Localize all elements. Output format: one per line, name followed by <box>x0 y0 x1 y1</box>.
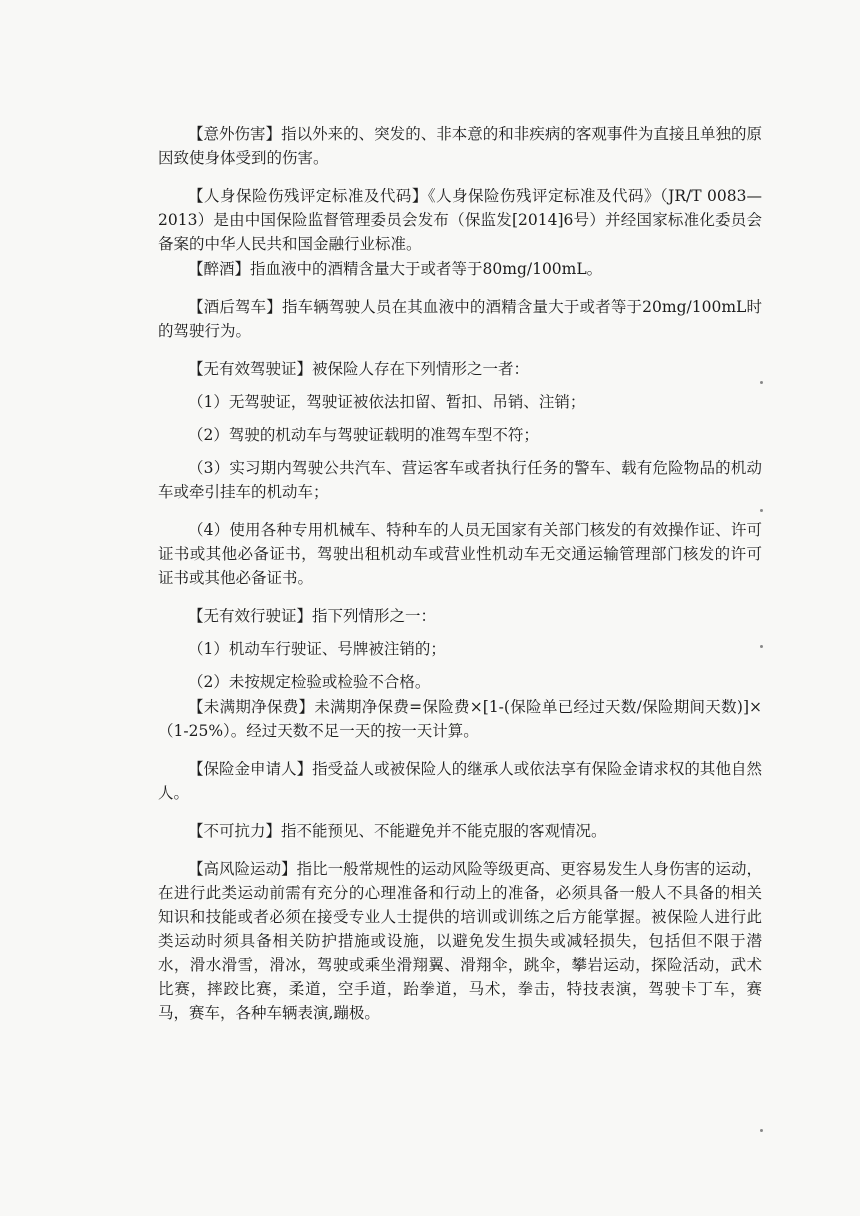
definition-accidental-injury <box>158 122 762 170</box>
definition-drunk <box>158 257 762 281</box>
scan-speck <box>760 645 763 648</box>
definition-term: 【保险金申请人】 <box>188 760 313 778</box>
definition-text: 指以外来的、突发的、非本意的和非疾病的客观事件为直接且单独的原因致使身体受到的伤害。 <box>158 125 762 167</box>
definition-term: 【无有效行驶证】 <box>188 607 313 625</box>
scan-speck <box>760 1129 763 1132</box>
definition-text: 指血液中的酒精含量大于或者等于80mg/100mL。 <box>250 260 603 278</box>
definition-text: 未满期净保费=保险费×[1-(保险单已经过天数/保险期间天数)]×（1-25%）。经过天数不足一天的按一天计算。 <box>158 698 762 740</box>
list-item-text: （3）实习期内驾驶公共汽车、营运客车或者执行任务的警车、载有危险物品的机动车或牵引挂车的机动车； <box>158 459 762 501</box>
definition-term: 【醉酒】 <box>188 260 251 278</box>
definition-high-risk-sports <box>158 857 762 1025</box>
list-item <box>158 423 762 447</box>
definition-term: 【意外伤害】 <box>188 125 282 143</box>
definition-text: 指比一般常规性的运动风险等级更高、更容易发生人身伤害的运动，在进行此类运动前需有充分的心理准备和行动上的准备，必须具备一般人不具备的相关知识和技能或者必须在接受专业人士提供的培训或训练之后方能掌握。被保险人进行此类运动时须具备相关防护措施或设施，以避免发生损失或减轻损失，包括但不限于潜水，滑水滑雪，滑冰，驾驶或乘坐滑翔翼、滑翔伞，跳伞，攀岩运动，探险活动，武术比赛，摔跤比赛，柔道，空手道，跆拳道，马术，拳击，特技表演，驾驶卡丁车，赛马，赛车，各种车辆表演,蹦极。 <box>158 860 762 1022</box>
list-item <box>158 670 762 694</box>
scan-speck <box>760 381 763 384</box>
list-item-text: （2）驾驶的机动车与驾驶证载明的准驾车型不符； <box>188 426 539 444</box>
definition-disability-standard <box>158 184 762 256</box>
definition-term: 【酒后驾车】 <box>188 298 282 316</box>
definition-text: 被保险人存在下列情形之一者： <box>312 360 530 378</box>
definition-term: 【高风险运动】 <box>188 860 297 878</box>
list-item <box>158 390 762 414</box>
definition-text: 指车辆驾驶人员在其血液中的酒精含量大于或者等于20mg/100mL时的驾驶行为。 <box>158 298 762 340</box>
definition-term: 【人身保险伤残评定标准及代码】 <box>188 187 428 205</box>
definition-force-majeure <box>158 819 762 843</box>
definition-no-valid-license <box>158 357 762 381</box>
list-item <box>158 518 762 590</box>
definition-unearned-premium <box>158 695 762 743</box>
definition-no-valid-registration <box>158 604 762 628</box>
definition-text: 指不能预见、不能避免并不能克服的客观情况。 <box>281 822 607 840</box>
list-item-text: （1）机动车行驶证、号牌被注销的； <box>188 640 446 658</box>
definition-term: 【未满期净保费】 <box>188 698 315 716</box>
definition-text: 指下列情形之一： <box>312 607 437 625</box>
definition-text: 《人身保险伤残评定标准及代码》（JR/T 0083—2013）是由中国保险监督管理委员会发布（保监发[2014]6号）并经国家标准化委员会备案的中华人民共和国金融行业标准。 <box>158 187 762 253</box>
list-item-text: （2）未按规定检验或检验不合格。 <box>188 673 431 691</box>
definition-term: 【不可抗力】 <box>188 822 282 840</box>
list-item <box>158 456 762 504</box>
scan-speck <box>760 509 763 512</box>
definition-drunk-driving <box>158 295 762 343</box>
document-body <box>158 122 762 1025</box>
definition-term: 【无有效驾驶证】 <box>188 360 313 378</box>
list-item <box>158 637 762 661</box>
list-item-text: （1）无驾驶证，驾驶证被依法扣留、暂扣、吊销、注销； <box>188 393 586 411</box>
definition-text: 指受益人或被保险人的继承人或依法享有保险金请求权的其他自然人。 <box>158 760 762 802</box>
definition-claimant <box>158 757 762 805</box>
list-item-text: （4）使用各种专用机械车、特种车的人员无国家有关部门核发的有效操作证、许可证书或其他必备证书，驾驶出租机动车或营业性机动车无交通运输管理部门核发的许可证书或其他必备证书。 <box>158 521 762 587</box>
